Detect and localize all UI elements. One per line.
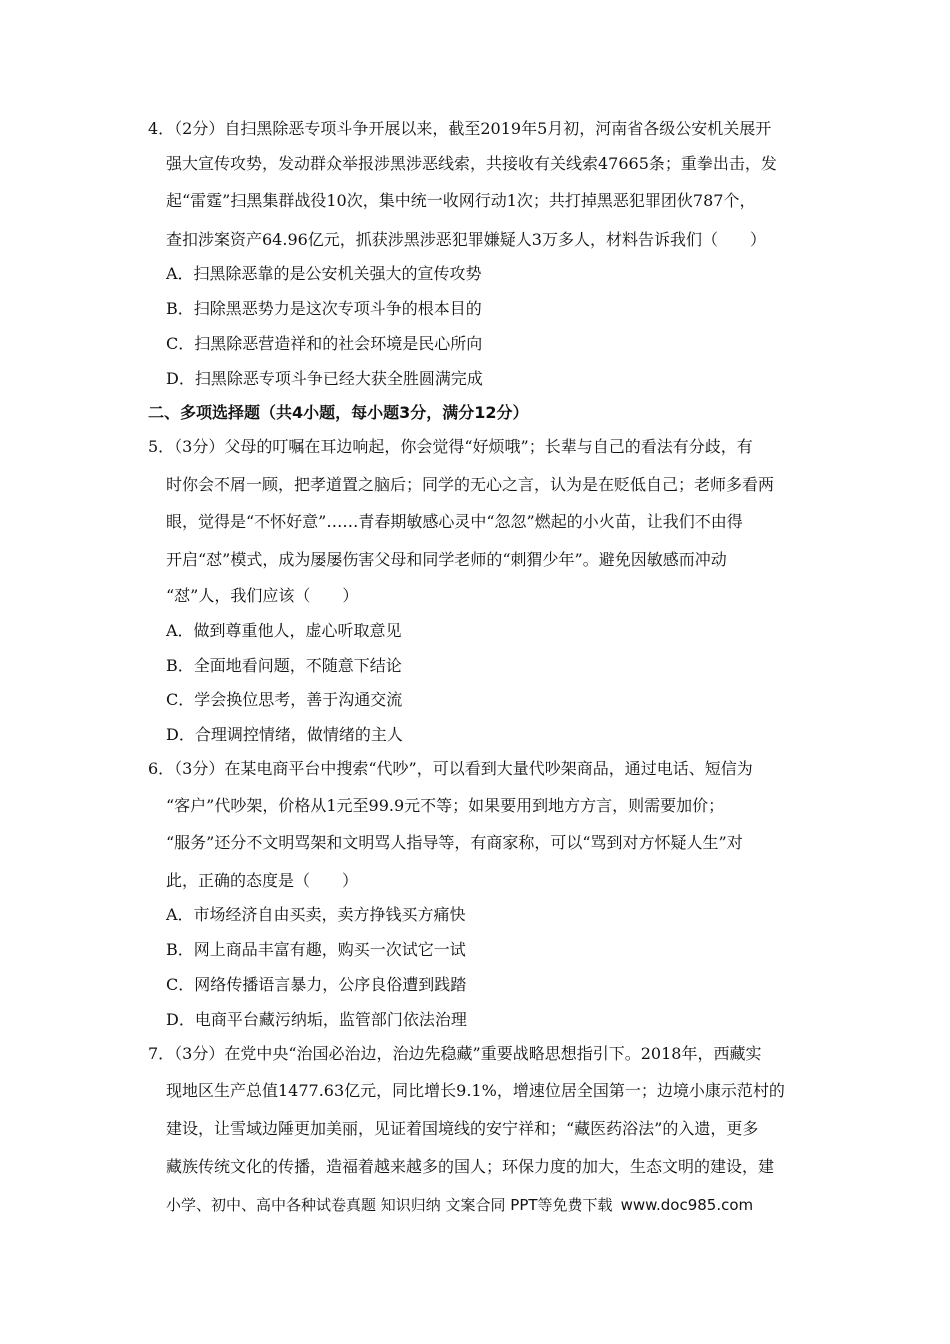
question-6-option-a: A．市场经济自由买卖，卖方挣钱买方痛快 (166, 905, 466, 924)
question-5-stem-line: 眼，觉得是“不怀好意”……青春期敏感心灵中“忽忽”燃起的小火苗，让我们不由得 (166, 512, 743, 531)
footer-text: 小学、初中、高中各种试卷真题 知识归纳 文案合同 PPT等免费下载 (166, 1196, 613, 1214)
question-7-stem-line: 7．（3分）在党中央“治国必治边，治边先稳藏”重要战略思想指引下。2018年，西藏实 (148, 1044, 762, 1063)
question-6-option-b: B．网上商品丰富有趣，购买一次试它一试 (166, 940, 466, 959)
question-4-stem-line: 强大宣传攻势，发动群众举报涉黑涉恶线索，共接收有关线索47665条；重拳出击，发 (166, 154, 777, 173)
question-5-stem-line: 时你会不屑一顾，把孝道置之脑后；同学的无心之言，认为是在贬低自己；老师多看两 (166, 475, 775, 494)
question-5-option-b: B．全面地看问题，不随意下结论 (166, 656, 402, 675)
question-6-option-d: D．电商平台藏污纳垢，监管部门依法治理 (166, 1010, 467, 1029)
question-6-stem-line: “服务”还分不文明骂架和文明骂人指导等，有商家称，可以“骂到对方怀疑人生”对 (166, 833, 743, 852)
question-5-option-d: D．合理调控情绪，做情绪的主人 (166, 725, 403, 744)
question-4-option-d: D．扫黑除恶专项斗争已经大获全胜圆满完成 (166, 369, 483, 388)
question-4-stem-line: 起“雷霆”扫黑集群战役10次，集中统一收网行动1次；共打掉黑恶犯罪团伙787个， (166, 191, 756, 210)
question-5-option-c: C．学会换位思考，善于沟通交流 (166, 690, 403, 709)
question-4-stem-line: 4．（2分）自扫黑除恶专项斗争开展以来，截至2019年5月初，河南省各级公安机关展开 (148, 119, 772, 138)
question-5-stem-line: 开启“怼”模式，成为屡屡伤害父母和同学老师的“刺猬少年”。避免因敏感而冲动 (166, 550, 727, 569)
question-4-option-b: B．扫除黑恶势力是这次专项斗争的根本目的 (166, 299, 482, 318)
question-5-option-a: A．做到尊重他人，虚心听取意见 (166, 621, 402, 640)
question-5-stem-line: “怼”人，我们应该（ ） (166, 586, 359, 605)
question-4-option-a: A．扫黑除恶靠的是公安机关强大的宣传攻势 (166, 264, 482, 283)
section-heading: 二、多项选择题（共4小题，每小题3分，满分12分） (148, 403, 529, 422)
question-6-stem-line: “客户”代吵架，价格从1元至99.9元不等；如果要用到地方方言，则需要加价； (166, 796, 725, 815)
question-6-option-c: C．网络传播语言暴力，公序良俗遭到践踏 (166, 975, 467, 994)
question-7-stem-line: 藏族传统文化的传播，造福着越来越多的国人；环保力度的加大，生态文明的建设，建 (166, 1157, 775, 1176)
question-6-stem-line: 此，正确的态度是（ ） (166, 871, 359, 890)
question-7-stem-line: 现地区生产总值1477.63亿元，同比增长9.1%，增速位居全国第一；边境小康示范村的 (166, 1081, 785, 1100)
footer-site-link[interactable]: www.doc985.com (620, 1196, 754, 1214)
page-footer (166, 1194, 753, 1216)
question-7-stem-line: 建设，让雪域边陲更加美丽，见证着国境线的安宁祥和；“藏医药浴法”的入遗，更多 (166, 1119, 759, 1138)
question-5-stem-line: 5．（3分）父母的叮嘱在耳边响起，你会觉得“好烦哦”；长辈与自己的看法有分歧，有 (148, 437, 753, 456)
question-4-stem-line: 查扣涉案资产64.96亿元，抓获涉黑涉恶犯罪嫌疑人3万多人，材料告诉我们（ ） (166, 230, 766, 249)
question-6-stem-line: 6．（3分）在某电商平台中搜索“代吵”，可以看到大量代吵架商品，通过电话、短信为 (148, 759, 753, 778)
question-4-option-c: C．扫黑除恶营造祥和的社会环境是民心所向 (166, 334, 483, 353)
